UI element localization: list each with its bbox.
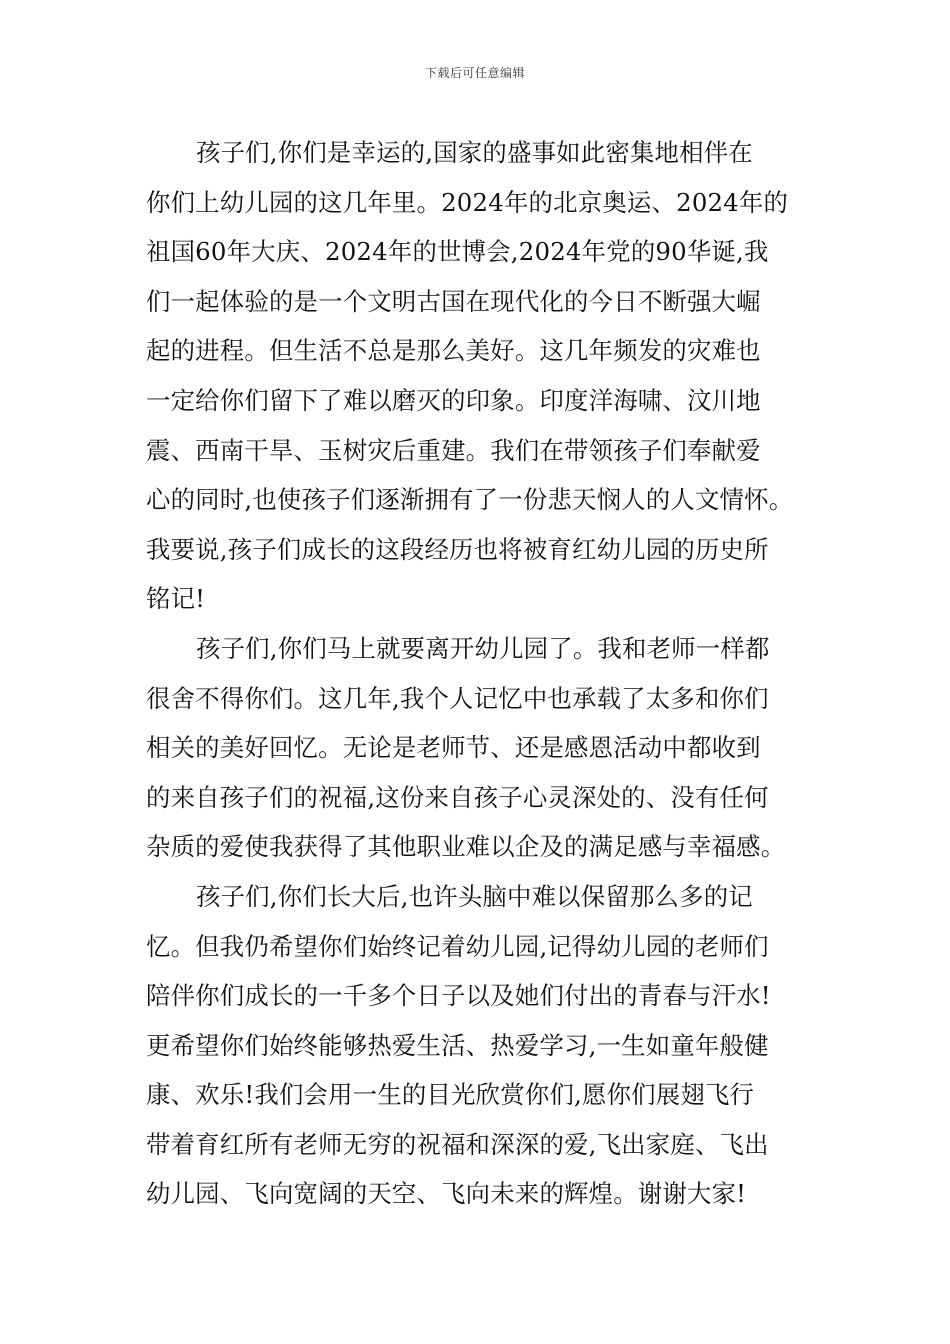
paragraph-1-line: 我要说,孩子们成长的这段经历也将被育红幼儿园的历史所 [146,534,769,564]
paragraph-2-line: 杂质的爱使我获得了其他职业难以企及的满足感与幸福感。 [146,832,786,862]
paragraph-1-line: 心的同时,也使孩子们逐渐拥有了一份悲天悯人的人文情怀。 [146,485,794,515]
paragraph-1-line: 震、西南干旱、玉树灾后重建。我们在带领孩子们奉献爱 [146,435,761,465]
paragraph-1-line: 祖国60年大庆、2024年的世博会,2024年党的90华诞,我 [146,237,769,267]
page-header: 下载后可任意编辑 [424,66,525,80]
paragraph-3-line: 陪伴你们成长的一千多个日子以及她们付出的青春与汗水! [146,981,771,1011]
paragraph-2-line: 的来自孩子们的祝福,这份来自孩子心灵深处的、没有任何 [146,782,769,812]
paragraph-2-line: 相关的美好回忆。无论是老师节、还是感恩活动中都收到 [146,733,761,763]
document-body [146,128,818,1219]
paragraph-3-line: 忆。但我仍希望你们始终记着幼儿园,记得幼儿园的老师们 [146,931,769,961]
paragraph-2-line: 孩子们,你们马上就要离开幼儿园了。我和老师一样都 [196,633,770,663]
paragraph-3-line: 幼儿园、飞向宽阔的天空、飞向未来的辉煌。谢谢大家! [146,1179,747,1209]
paragraph-1-line: 起的进程。但生活不总是那么美好。这几年频发的灾难也 [146,336,761,366]
paragraph-1-line: 你们上幼儿园的这几年里。2024年的北京奥运、2024年的 [146,187,789,217]
paragraph-1-line: 孩子们,你们是幸运的,国家的盛事如此密集地相伴在 [196,138,753,167]
paragraph-3-line: 带着育红所有老师无穷的祝福和深深的爱,飞出家庭、飞出 [146,1129,769,1159]
paragraph-1-line: 一定给你们留下了难以磨灭的印象。印度洋海啸、汶川地 [146,385,761,415]
paragraph-2-line: 很舍不得你们。这几年,我个人记忆中也承载了太多和你们 [146,683,769,713]
paragraph-3-line: 更希望你们始终能够热爱生活、热爱学习,一生如童年般健 [146,1030,769,1060]
paragraph-3-line: 孩子们,你们长大后,也许头脑中难以保留那么多的记 [196,881,753,911]
paragraph-1-line: 铭记! [146,584,206,614]
paragraph-1-line: 们一起体验的是一个文明古国在现代化的今日不断强大崛 [146,286,761,316]
paragraph-3-line: 康、欢乐!我们会用一生的目光欣赏你们,愿你们展翅飞行 [146,1080,755,1110]
